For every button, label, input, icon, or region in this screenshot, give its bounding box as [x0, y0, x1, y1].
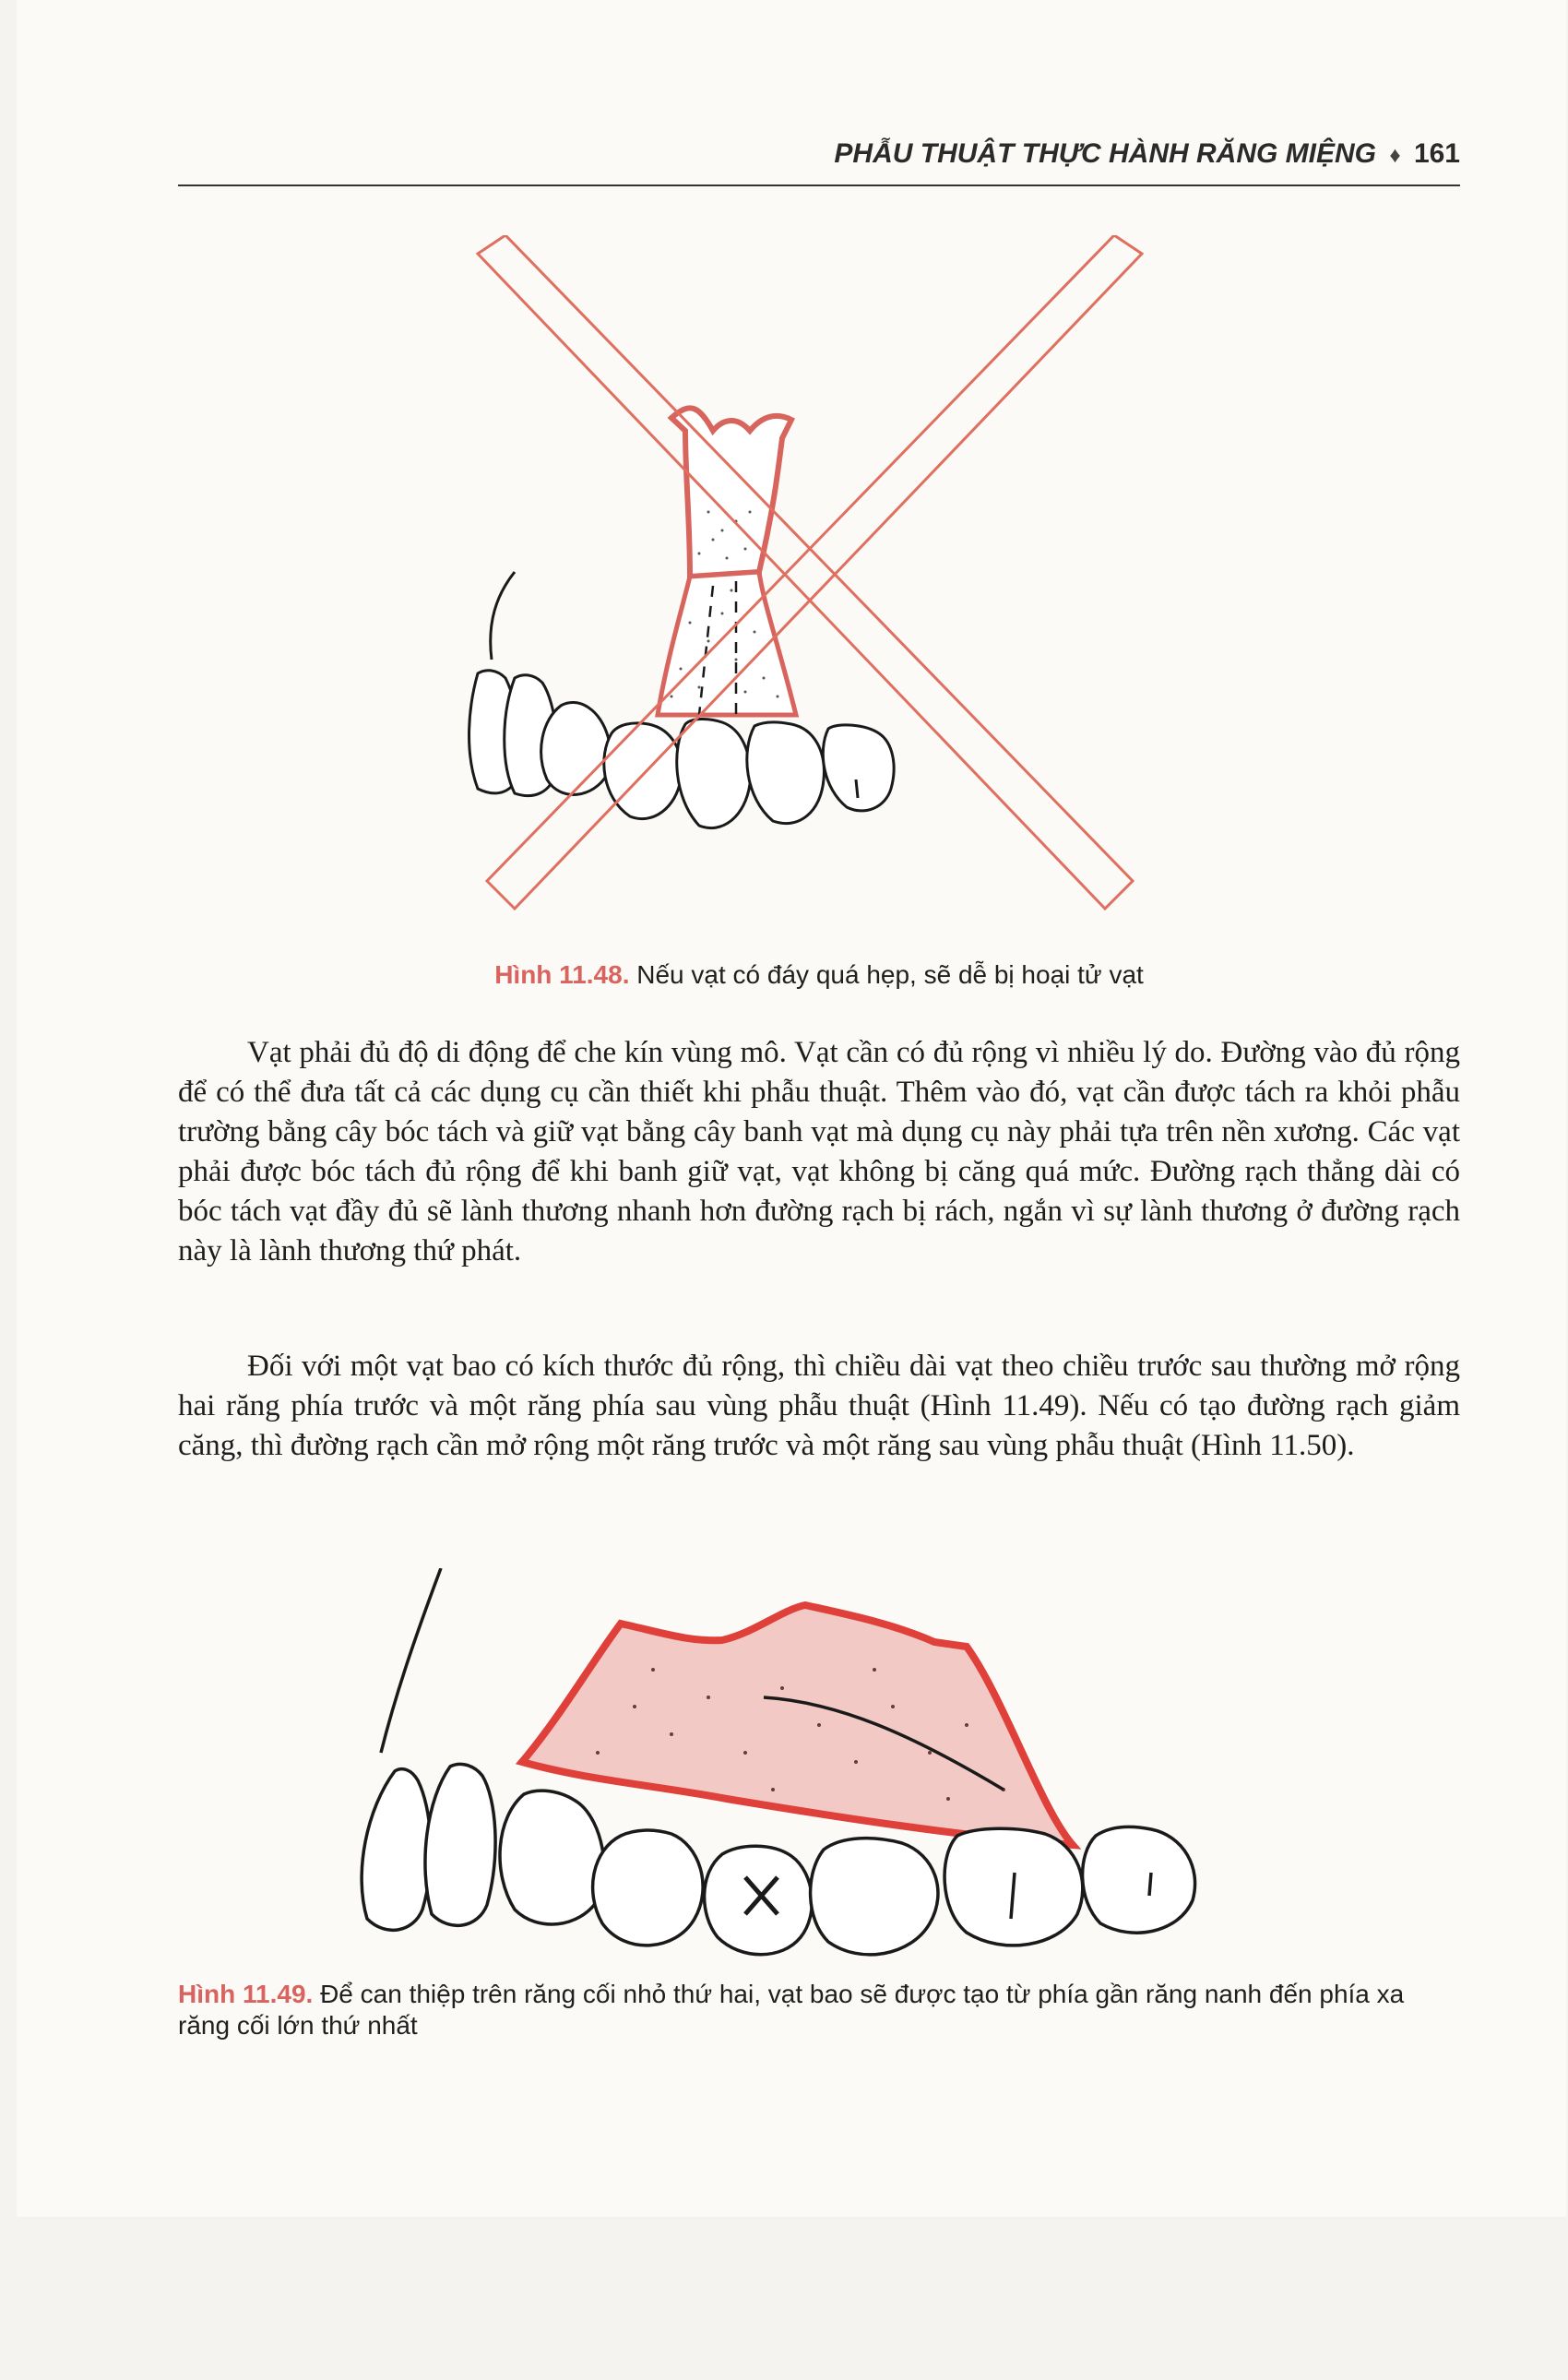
- running-head-title: PHẪU THUẬT THỰC HÀNH RĂNG MIỆNG: [834, 138, 1376, 169]
- tooth: [362, 1769, 431, 1931]
- diamond-icon: ♦: [1389, 143, 1401, 168]
- figure-11-49-caption: [178, 1979, 1460, 2041]
- tooth: [1083, 1827, 1195, 1933]
- page-number: 161: [1413, 138, 1460, 169]
- figure-11-49-illustration: [358, 1568, 1280, 2380]
- tooth: [593, 1830, 704, 1946]
- figure-11-48-caption: [178, 959, 1460, 991]
- tooth: [811, 1839, 938, 1955]
- lip-outline: [381, 1568, 441, 1753]
- tooth: [747, 722, 825, 824]
- book-page: [17, 0, 1566, 2217]
- tooth: [823, 725, 894, 811]
- figure-label: Hình 11.48.: [494, 960, 630, 989]
- body-paragraph: Đối với một vạt bao có kích thước đủ rộng, thì chiều dài vạt theo chiều trước sau thường mở rộng hai răng phía trước và một răng phía sau vùng phẫu thuật (Hình 11.49). Nếu có tạo đường rạch giảm căng, thì đường rạch cần mở rộng một răng trước và một răng sau vùng phẫu thuật (Hình 11.50).: [178, 1350, 1460, 1462]
- tooth: [677, 719, 751, 827]
- figure-label: Hình 11.49.: [178, 1980, 314, 2008]
- running-head: [178, 138, 1460, 170]
- caption-text: Để can thiệp trên răng cối nhỏ thứ hai, vạt bao sẽ được tạo từ phía gần răng nanh đến phía xa răng cối lớn thứ nhất: [178, 1980, 1405, 2040]
- tooth: [541, 702, 611, 794]
- lip-outline: [491, 572, 515, 660]
- caption-text: Nếu vạt có đáy quá hẹp, sẽ dễ bị hoại tử vạt: [636, 960, 1144, 989]
- narrow-flap-top: [671, 408, 791, 577]
- tooth: [500, 1791, 604, 1924]
- tooth: [425, 1764, 495, 1925]
- envelope-flap: [522, 1605, 1073, 1845]
- figure-11-48-illustration: [459, 235, 1197, 936]
- body-paragraph: Vạt phải đủ độ di động để che kín vùng mô. Vạt cần có đủ rộng vì nhiều lý do. Đường vào đủ rộng để có thể đưa tất cả các dụng cụ cần thiết khi phẫu thuật. Thêm vào đó, vạt cần được tách ra khỏi phẫu trường bằng cây bóc tách và giữ vạt bằng cây banh vạt mà dụng cụ này phải tựa trên nền xương. Các vạt phải được bóc tách đủ rộng để khi banh giữ vạt, vạt không bị căng quá mức. Đường rạch thẳng dài có bóc tách vạt đầy đủ sẽ lành thương nhanh hơn đường rạch bị rách, ngắn vì sự lành thương ở đường rạch này là lành thương thứ phát.: [178, 1036, 1460, 1267]
- header-rule: [178, 184, 1460, 186]
- narrow-flap-base: [658, 572, 796, 715]
